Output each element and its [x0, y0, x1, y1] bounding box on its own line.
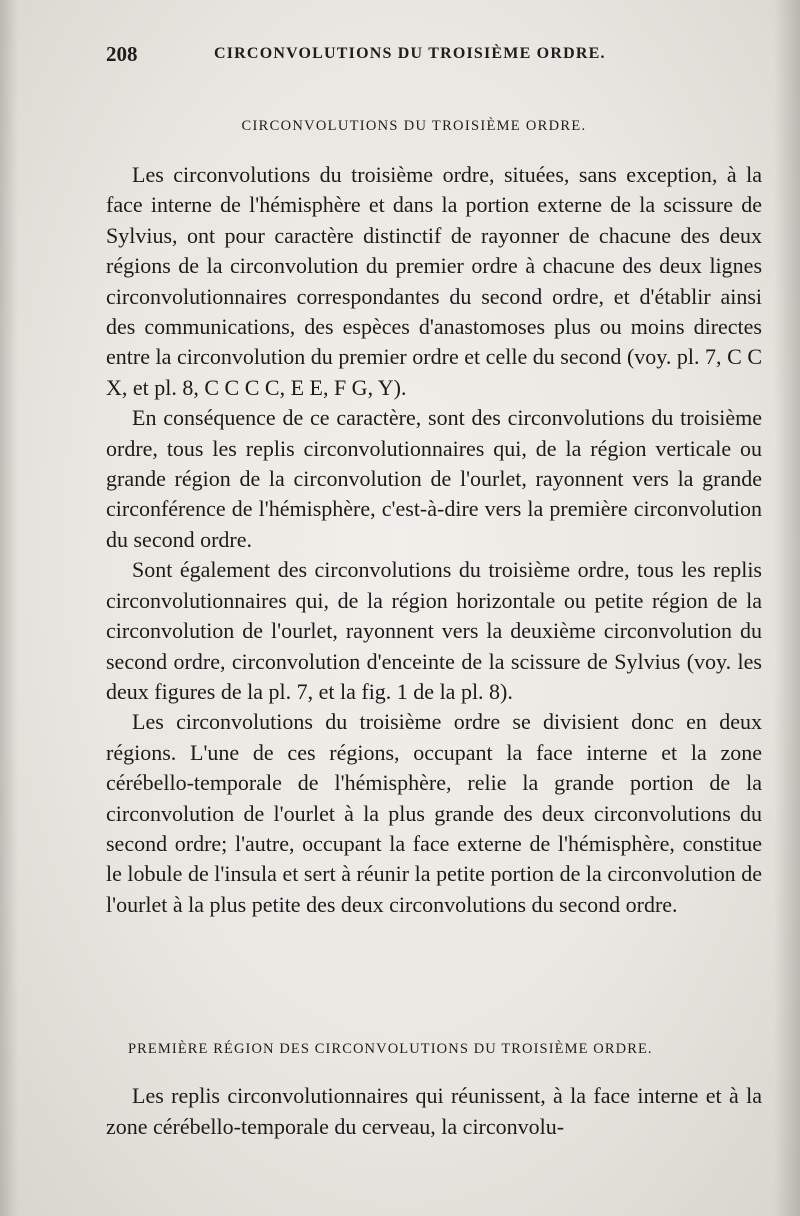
- page-right-shadow: [774, 0, 800, 1216]
- running-title: CIRCONVOLUTIONS DU TROISIÈME ORDRE.: [214, 45, 606, 62]
- paragraph: En conséquence de ce caractère, sont des circonvolutions du troisième ordre, tous les replis circonvolutionnaires qui, de la région verticale ou grande région de la circonvolution de l'ourlet, rayonnent vers la grande circonférence de l'hémisphère, c'est-à-dire vers la première circonvolution du second ordre.: [106, 405, 762, 552]
- body-text: [106, 160, 762, 920]
- paragraph: Les circonvolutions du troisième ordre, situées, sans exception, à la face interne de l'hémisphère et dans la portion externe de la scissure de Sylvius, ont pour caractère distinctif de rayonner de chacune des deux régions de la circonvolution du premier ordre à chacune des deux lignes circonvolutionnaires correspondantes du second ordre, et d'établir ainsi des communications, des espèces d'anastomoses plus ou moins directes entre la circonvolution du premier ordre et celle du second (voy. pl. 7, C C X, et pl. 8, C C C C, E E, F G, Y).: [106, 162, 762, 400]
- page-header: [106, 42, 666, 72]
- page-number: 208: [106, 42, 138, 66]
- paragraph: Les replis circonvolutionnaires qui réunissent, à la face interne et à la zone cérébello-temporale du cerveau, la circonvolu-: [106, 1083, 762, 1139]
- paragraph: Les circonvolutions du troisième ordre se divisient donc en deux régions. L'une de ces régions, occupant la face interne et la zone cérébello-temporale de l'hémisphère, relie la grande portion de la circonvolution de l'ourlet à la plus grande des deux circonvolutions du second ordre; l'autre, occupant la face externe de l'hémisphère, constitue le lobule de l'insula et sert à réunir la petite portion de la circonvolution de l'ourlet à la plus petite des deux circonvolutions du second ordre.: [106, 709, 762, 917]
- subsection-title: PREMIÈRE RÉGION DES CIRCONVOLUTIONS DU TROISIÈME ORDRE.: [128, 1041, 653, 1057]
- paragraph: Sont également des circonvolutions du troisième ordre, tous les replis circonvolutionnaires qui, de la région horizontale ou petite région de la circonvolution de l'ourlet, rayonnent vers la deuxième circonvolution du second ordre, circonvolution d'enceinte de la scissure de Sylvius (voy. les deux figures de la pl. 7, et la fig. 1 de la pl. 8).: [106, 557, 762, 704]
- section-title: CIRCONVOLUTIONS DU TROISIÈME ORDRE.: [241, 118, 587, 134]
- body-text-continued: [106, 1080, 762, 1142]
- page-left-shadow: [0, 0, 18, 1216]
